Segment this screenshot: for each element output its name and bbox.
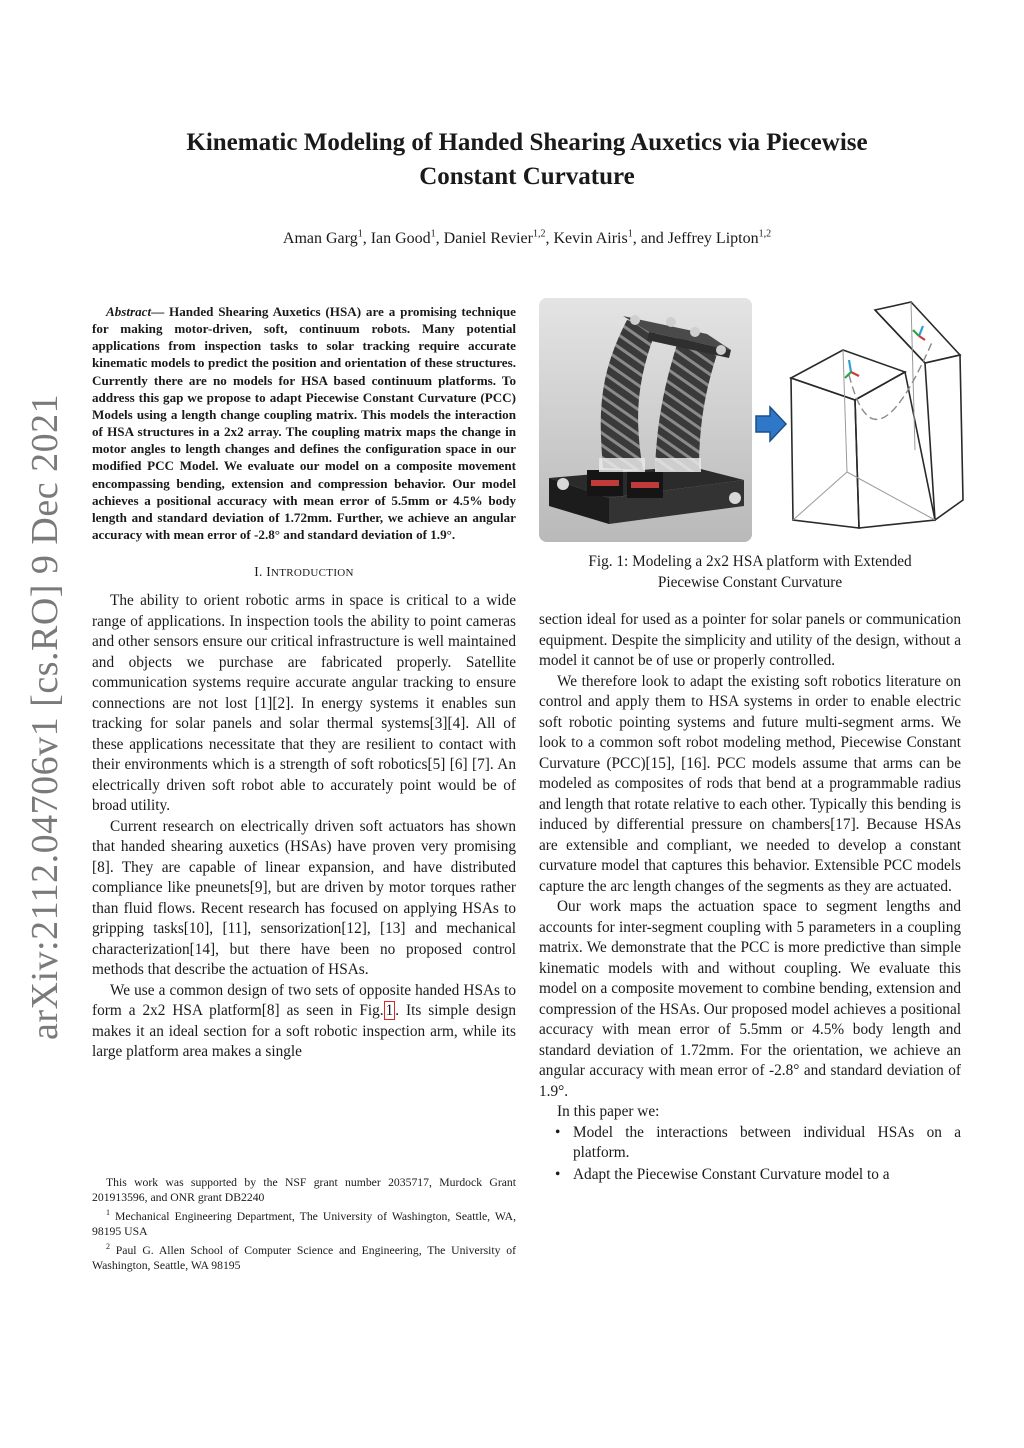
abstract-text: Handed Shearing Auxetics (HSA) are a promising technique for making motor-driven, soft, continuum robots. Many potential applications from inspection tasks to solar tracking require accurate kinematic models to predict the position and orientation of these structures. Currently there are no models for HSA based continuum platforms. To address this gap we propose to adapt Piecewise Constant Curvature (PCC) Models using a length change coupling matrix. This models the interaction of HSA structures in a 2x2 array. The coupling matrix maps the change in motor angles to length changes and defines the configuration space in our modified PCC Model. We evaluate our model on a composite movement encompassing bending, extension and compression behavior. Our model achieves a positional accuracy with mean error of 5.5mm or 4.5% body length and standard deviation of 1.72mm. Further, we achieve an angular accuracy with mean error of -2.8° and standard deviation of 1.9°.: [92, 304, 516, 543]
left-column: [92, 303, 516, 1063]
intro-paragraph-3: We use a common design of two sets of opposite handed HSAs to form a 2x2 HSA platform[8] as seen in Fig. 1 . Its simple design makes it an ideal section for a soft robotic inspection arm, while its large platform area makes a single: [92, 981, 516, 1061]
list-item: • Model the interactions between individual HSAs on a platform.: [573, 1123, 961, 1164]
pcc-model-diagram: [785, 300, 967, 530]
affiliation-note-1: $^1$ Mechanical Engineering Department, The University of Washington, Seattle, WA, 98195 USA: [92, 1208, 516, 1239]
list-item: • Adapt the Piecewise Constant Curvature model to a: [573, 1165, 961, 1186]
contribution-list: [539, 1123, 961, 1186]
intro-paragraph-1: The ability to orient robotic arms in space is critical to a wide range of applications. In inspection tools the ability to point cameras and other sensors ensure our critical infrastructure is well maintained and objects we purchase are fabricated properly. Satellite communication systems require accurate angular tracking to ensure connections are not lost [1][2]. In energy systems it enables sun tracking for solar panels and solar thermal systems[3][4]. All of these applications necessitate that they are resilient to contact with their environments which is a strength of soft robotics[5] [6] [7]. An electrically driven soft robot able to accurately point would be of broad utility.: [92, 592, 516, 815]
author: Aman Garg$^1$,: [282, 229, 371, 248]
footnotes: [92, 1175, 516, 1273]
section-heading-introduction: I. INTRODUCTION: [254, 564, 354, 580]
intro-paragraph-2: Current research on electrically driven soft actuators has shown that handed shearing auxetics (HSAs) have proven very promising [8]. They are capable of linear expansion, and have distributed compliance like pneunets[9], but are driven by motor torques rather than fluid flows. Recent research has focused on applying HSAs to gripping tasks[10], [11], sensorization[12], [13] and mechanical characterization[14], but there have been no proposed control methods that describe the actuation of HSAs.: [92, 817, 516, 979]
author: Jeffrey Lipton$^{1,2}$: [667, 229, 772, 248]
abstract: Abstract— Handed Shearing Auxetics (HSA) are a promising technique for making motor-driven, soft, continuum robots. Many potential applications from inspection tasks to solar tracking require accurate kinematic models to predict the position and orientation of these structures. Currently there are no models for HSA based continuum platforms. To address this gap we propose to adapt Piecewise Constant Curvature (PCC) Models using a length change coupling matrix. This models the interaction of HSA structures in a 2x2 array. The coupling matrix maps the change in motor angles to length changes and defines the configuration space in our modified PCC Model. We evaluate our model on a composite movement encompassing bending, extension and compression behavior. Our model achieves a positional accuracy with mean error of 5.5mm or 4.5% body length and standard deviation of 1.72mm. Further, we achieve an angular accuracy with mean error of -2.8° and standard deviation of 1.9°.: [92, 304, 516, 543]
body-paragraph: Our work maps the actuation space to segment lengths and accounts for inter-segment coupling with 5 parameters in a coupling matrix. We demonstrate that the PCC is more predictive than simple kinematic models with and without coupling. We evaluate this model on a composite movement to combine bending, extension and compression of the HSAs. Our proposed model achieves a positional accuracy with mean error of 5.5mm or 4.5% body length and standard deviation of 1.72mm. For the orientation, we achieve an angular accuracy with mean error of -2.8° and standard deviation of 1.9°.: [539, 898, 961, 1100]
paper-title: [100, 126, 954, 194]
body-paragraph: We therefore look to adapt the existing soft robotics literature on control and apply them to HSA systems in order to enable electric soft robotic pointing systems and future multi-segment arms. We look to a common soft robot modeling method, Piecewise Constant Curvature (PCC)[15], [16]. PCC models assume that arms can be modeled as composites of rods that bend at a programmable radius and length that rotate relative to each other. Typically this bending is induced by differential pressure on chambers[17]. Because HSAs are extensible and compliant, we needed to develop a constant curvature model that captures this behavior. Extensible PCC models capture the arc length changes of the segments as they are actuated.: [539, 672, 961, 895]
right-column: [539, 610, 961, 1186]
title-line-2: Constant Curvature: [419, 163, 635, 190]
affiliation-note-2: $^2$ Paul G. Allen School of Computer Science and Engineering, The University of Washington, Seattle, WA 98195: [92, 1242, 516, 1273]
author: Ian Good$^1$,: [370, 229, 444, 248]
funding-note: This work was supported by the NSF grant number 2035717, Murdock Grant 201913596, and ONR grant DB2240: [92, 1176, 516, 1205]
right-arrow-icon: [754, 405, 788, 443]
figure-caption: Fig. 1: Modeling a 2x2 HSA platform with Extended Piecewise Constant Curvature: [588, 553, 912, 591]
arxiv-stamp: arXiv:2112.04706v1 [cs.RO] 9 Dec 2021: [24, 393, 66, 1040]
hsa-platform-photo: [539, 298, 752, 542]
title-line-1: Kinematic Modeling of Handed Shearing Auxetics via Piecewise: [186, 129, 868, 156]
body-paragraph: In this paper we:: [557, 1103, 660, 1120]
author-list: [100, 224, 954, 250]
author: Kevin Airis$^1$, and: [553, 229, 668, 248]
abstract-label: Abstract: [106, 304, 152, 319]
figure-reference-link[interactable]: 1: [385, 1002, 394, 1020]
body-paragraph: section ideal for used as a pointer for solar panels or communication equipment. Despite the simplicity and utility of the design, without a model it cannot be of use or properly controlled.: [539, 611, 961, 669]
author: Daniel Revier$^{1,2}$,: [443, 229, 554, 248]
